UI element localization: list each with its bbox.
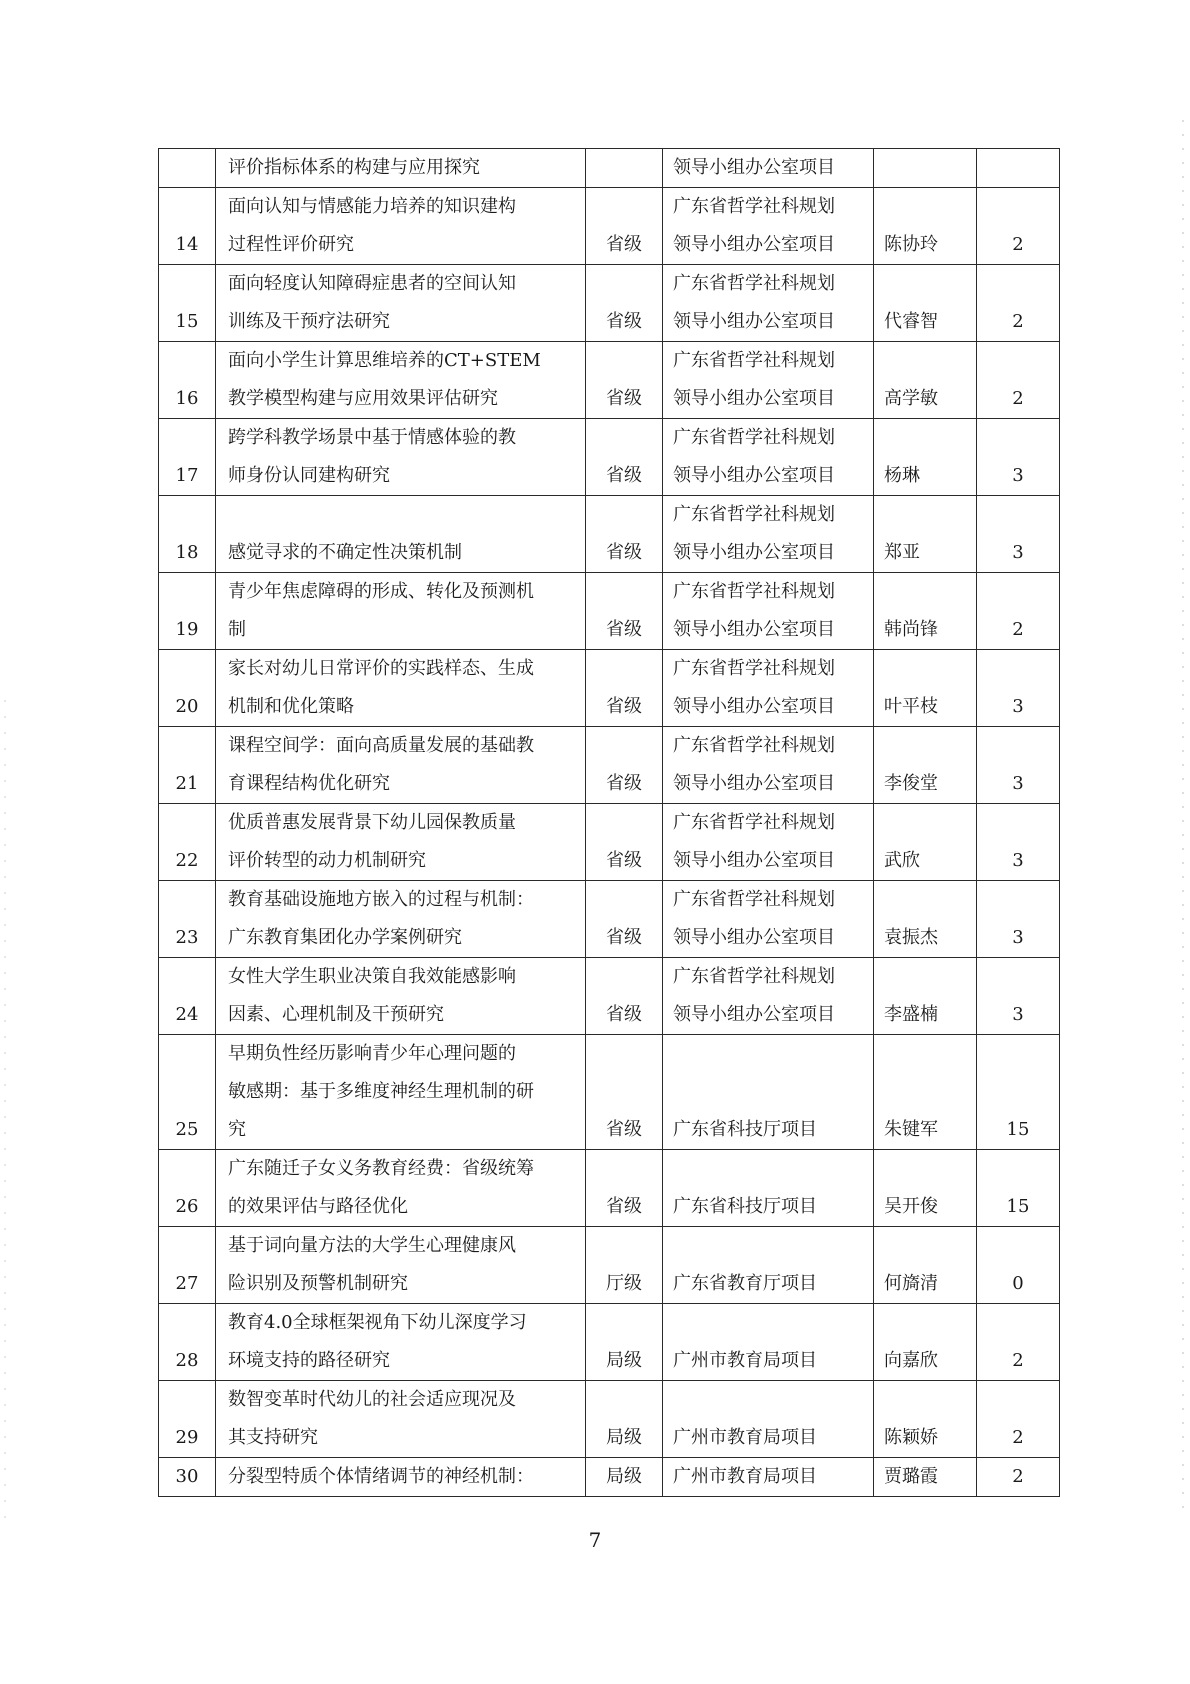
project-source (663, 149, 874, 188)
project-title (216, 419, 586, 496)
row-number: 28 (159, 1304, 216, 1381)
table-row (159, 419, 1060, 496)
project-title-line: 环境支持的路径研究 (228, 1350, 390, 1371)
project-title-line: 分裂型特质个体情绪调节的神经机制： (228, 1466, 534, 1487)
project-source (663, 419, 874, 496)
project-leader: 李俊堂 (874, 727, 977, 804)
project-source-line: 广东省哲学社科规划 (673, 889, 835, 910)
project-title (216, 727, 586, 804)
project-title-line: 训练及干预疗法研究 (228, 311, 390, 332)
project-leader: 贾璐霞 (874, 1458, 977, 1497)
project-source (663, 1304, 874, 1381)
project-title (216, 265, 586, 342)
row-number: 20 (159, 650, 216, 727)
project-source (663, 958, 874, 1035)
project-title-line: 面向小学生计算思维培养的CT+STEM (228, 350, 541, 371)
project-title-line: 感觉寻求的不确定性决策机制 (228, 542, 462, 563)
row-number: 17 (159, 419, 216, 496)
project-level: 局级 (586, 1381, 663, 1458)
project-leader: 何旖清 (874, 1227, 977, 1304)
project-level: 省级 (586, 419, 663, 496)
project-level: 厅级 (586, 1227, 663, 1304)
project-source-line: 领导小组办公室项目 (673, 311, 835, 332)
project-level: 省级 (586, 650, 663, 727)
project-level: 局级 (586, 1458, 663, 1497)
project-source-line: 领导小组办公室项目 (673, 465, 835, 486)
table-row (159, 573, 1060, 650)
project-leader: 朱键军 (874, 1035, 977, 1150)
project-level (586, 149, 663, 188)
row-number: 29 (159, 1381, 216, 1458)
project-source-line: 领导小组办公室项目 (673, 850, 835, 871)
table-row (159, 188, 1060, 265)
projects-table (158, 148, 1060, 1497)
project-title-line: 青少年焦虑障碍的形成、转化及预测机 (228, 581, 534, 602)
table-row (159, 1150, 1060, 1227)
table-row (159, 804, 1060, 881)
project-source-line: 领导小组办公室项目 (673, 619, 835, 640)
row-number: 27 (159, 1227, 216, 1304)
project-title-line: 过程性评价研究 (228, 234, 354, 255)
project-title (216, 342, 586, 419)
row-number: 25 (159, 1035, 216, 1150)
row-number: 16 (159, 342, 216, 419)
project-level: 省级 (586, 1035, 663, 1150)
project-source-line: 广东省教育厅项目 (673, 1273, 817, 1294)
project-source-line: 广东省哲学社科规划 (673, 735, 835, 756)
project-source (663, 881, 874, 958)
project-source-line: 领导小组办公室项目 (673, 696, 835, 717)
projects-table-body (159, 149, 1060, 1497)
project-leader: 叶平枝 (874, 650, 977, 727)
project-count: 2 (977, 265, 1060, 342)
project-source-line: 广东省哲学社科规划 (673, 427, 835, 448)
project-title (216, 1150, 586, 1227)
project-leader: 代睿智 (874, 265, 977, 342)
project-source (663, 342, 874, 419)
project-leader: 韩尚锋 (874, 573, 977, 650)
project-source (663, 1227, 874, 1304)
project-source-line: 广东省哲学社科规划 (673, 504, 835, 525)
project-leader: 陈颖娇 (874, 1381, 977, 1458)
project-title-line: 评价指标体系的构建与应用探究 (228, 157, 480, 178)
project-title-line: 广东教育集团化办学案例研究 (228, 927, 462, 948)
table-row (159, 149, 1060, 188)
project-leader: 郑亚 (874, 496, 977, 573)
table-row (159, 342, 1060, 419)
project-leader: 高学敏 (874, 342, 977, 419)
row-number: 19 (159, 573, 216, 650)
project-leader: 吴开俊 (874, 1150, 977, 1227)
project-title-line: 教育基础设施地方嵌入的过程与机制： (228, 889, 534, 910)
project-count (977, 149, 1060, 188)
project-count: 2 (977, 573, 1060, 650)
project-title (216, 804, 586, 881)
project-level: 省级 (586, 958, 663, 1035)
project-source (663, 573, 874, 650)
project-level: 省级 (586, 727, 663, 804)
row-number (159, 149, 216, 188)
project-source-line: 广东省科技厅项目 (673, 1196, 817, 1217)
table-row (159, 1381, 1060, 1458)
project-source-line: 广东省哲学社科规划 (673, 966, 835, 987)
row-number: 21 (159, 727, 216, 804)
project-source-line: 领导小组办公室项目 (673, 388, 835, 409)
project-title-line: 家长对幼儿日常评价的实践样态、生成 (228, 658, 534, 679)
project-source (663, 1381, 874, 1458)
row-number: 22 (159, 804, 216, 881)
project-count: 3 (977, 881, 1060, 958)
project-source (663, 265, 874, 342)
project-leader: 向嘉欣 (874, 1304, 977, 1381)
project-source-line: 领导小组办公室项目 (673, 542, 835, 563)
project-level: 省级 (586, 881, 663, 958)
project-source-line: 广东省哲学社科规划 (673, 196, 835, 217)
project-leader: 武欣 (874, 804, 977, 881)
table-row (159, 881, 1060, 958)
project-title (216, 1458, 586, 1497)
table-row (159, 1458, 1060, 1497)
project-level: 省级 (586, 496, 663, 573)
table-row (159, 650, 1060, 727)
project-source (663, 496, 874, 573)
project-count: 3 (977, 419, 1060, 496)
project-title-line: 敏感期：基于多维度神经生理机制的研 (228, 1081, 534, 1102)
project-title-line: 其支持研究 (228, 1427, 318, 1448)
project-source-line: 领导小组办公室项目 (673, 234, 835, 255)
scan-artifact (4, 700, 6, 1520)
project-level: 省级 (586, 1150, 663, 1227)
project-title-line: 育课程结构优化研究 (228, 773, 390, 794)
project-title-line: 教学模型构建与应用效果评估研究 (228, 388, 498, 409)
project-leader: 袁振杰 (874, 881, 977, 958)
table-row (159, 1227, 1060, 1304)
table-row (159, 1035, 1060, 1150)
project-count: 3 (977, 958, 1060, 1035)
project-level: 省级 (586, 342, 663, 419)
row-number: 26 (159, 1150, 216, 1227)
project-level: 局级 (586, 1304, 663, 1381)
project-count: 2 (977, 1304, 1060, 1381)
project-title-line: 制 (228, 619, 246, 640)
project-title-line: 课程空间学：面向高质量发展的基础教 (228, 735, 534, 756)
project-title-line: 教育4.0全球框架视角下幼儿深度学习 (228, 1312, 527, 1333)
project-title (216, 650, 586, 727)
project-title-line: 跨学科教学场景中基于情感体验的教 (228, 427, 516, 448)
project-title-line: 优质普惠发展背景下幼儿园保教质量 (228, 812, 516, 833)
project-title-line: 机制和优化策略 (228, 696, 354, 717)
project-leader: 杨琳 (874, 419, 977, 496)
project-leader: 陈协玲 (874, 188, 977, 265)
project-title-line: 基于词向量方法的大学生心理健康风 (228, 1235, 516, 1256)
project-count: 2 (977, 1381, 1060, 1458)
project-level: 省级 (586, 265, 663, 342)
project-count: 2 (977, 1458, 1060, 1497)
project-source (663, 650, 874, 727)
row-number: 24 (159, 958, 216, 1035)
project-count: 0 (977, 1227, 1060, 1304)
project-source-line: 广州市教育局项目 (673, 1427, 817, 1448)
project-source (663, 1035, 874, 1150)
row-number: 30 (159, 1458, 216, 1497)
project-count: 15 (977, 1150, 1060, 1227)
table-row (159, 727, 1060, 804)
project-count: 15 (977, 1035, 1060, 1150)
project-count: 2 (977, 342, 1060, 419)
row-number: 23 (159, 881, 216, 958)
table-row (159, 958, 1060, 1035)
row-number: 15 (159, 265, 216, 342)
project-count: 3 (977, 804, 1060, 881)
project-source-line: 广东省哲学社科规划 (673, 581, 835, 602)
project-title-line: 早期负性经历影响青少年心理问题的 (228, 1043, 516, 1064)
project-title (216, 1304, 586, 1381)
table-row (159, 265, 1060, 342)
project-leader (874, 149, 977, 188)
project-source-line: 领导小组办公室项目 (673, 927, 835, 948)
project-source-line: 广州市教育局项目 (673, 1466, 817, 1487)
project-title (216, 573, 586, 650)
project-source (663, 727, 874, 804)
table-row (159, 1304, 1060, 1381)
project-title (216, 881, 586, 958)
table-row (159, 496, 1060, 573)
project-source-line: 广东省哲学社科规划 (673, 812, 835, 833)
project-title-line: 究 (228, 1119, 246, 1140)
page-number: 7 (588, 1528, 602, 1552)
project-source (663, 804, 874, 881)
row-number: 14 (159, 188, 216, 265)
project-title-line: 广东随迁子女义务教育经费：省级统筹 (228, 1158, 534, 1179)
project-title-line: 面向轻度认知障碍症患者的空间认知 (228, 273, 516, 294)
project-level: 省级 (586, 573, 663, 650)
project-source-line: 领导小组办公室项目 (673, 1004, 835, 1025)
project-source-line: 广东省科技厅项目 (673, 1119, 817, 1140)
project-source-line: 广州市教育局项目 (673, 1350, 817, 1371)
project-title-line: 评价转型的动力机制研究 (228, 850, 426, 871)
project-source-line: 广东省哲学社科规划 (673, 273, 835, 294)
project-count: 3 (977, 727, 1060, 804)
project-title-line: 女性大学生职业决策自我效能感影响 (228, 966, 516, 987)
project-title-line: 数智变革时代幼儿的社会适应现况及 (228, 1389, 516, 1410)
project-title-line: 险识别及预警机制研究 (228, 1273, 408, 1294)
project-title-line: 因素、心理机制及干预研究 (228, 1004, 444, 1025)
project-title-line: 面向认知与情感能力培养的知识建构 (228, 196, 516, 217)
project-source-line: 领导小组办公室项目 (673, 773, 835, 794)
row-number: 18 (159, 496, 216, 573)
project-source-line: 领导小组办公室项目 (673, 157, 835, 178)
project-source (663, 1150, 874, 1227)
project-title (216, 958, 586, 1035)
project-source-line: 广东省哲学社科规划 (673, 350, 835, 371)
project-title (216, 1227, 586, 1304)
project-source (663, 188, 874, 265)
project-title-line: 的效果评估与路径优化 (228, 1196, 408, 1217)
project-level: 省级 (586, 188, 663, 265)
project-title (216, 496, 586, 573)
project-title (216, 149, 586, 188)
project-level: 省级 (586, 804, 663, 881)
project-count: 3 (977, 496, 1060, 573)
project-source-line: 广东省哲学社科规划 (673, 658, 835, 679)
scan-artifact (1182, 120, 1184, 1520)
project-leader: 李盛楠 (874, 958, 977, 1035)
project-source (663, 1458, 874, 1497)
project-title (216, 1381, 586, 1458)
project-title (216, 1035, 586, 1150)
project-count: 2 (977, 188, 1060, 265)
project-title (216, 188, 586, 265)
project-title-line: 师身份认同建构研究 (228, 465, 390, 486)
project-count: 3 (977, 650, 1060, 727)
